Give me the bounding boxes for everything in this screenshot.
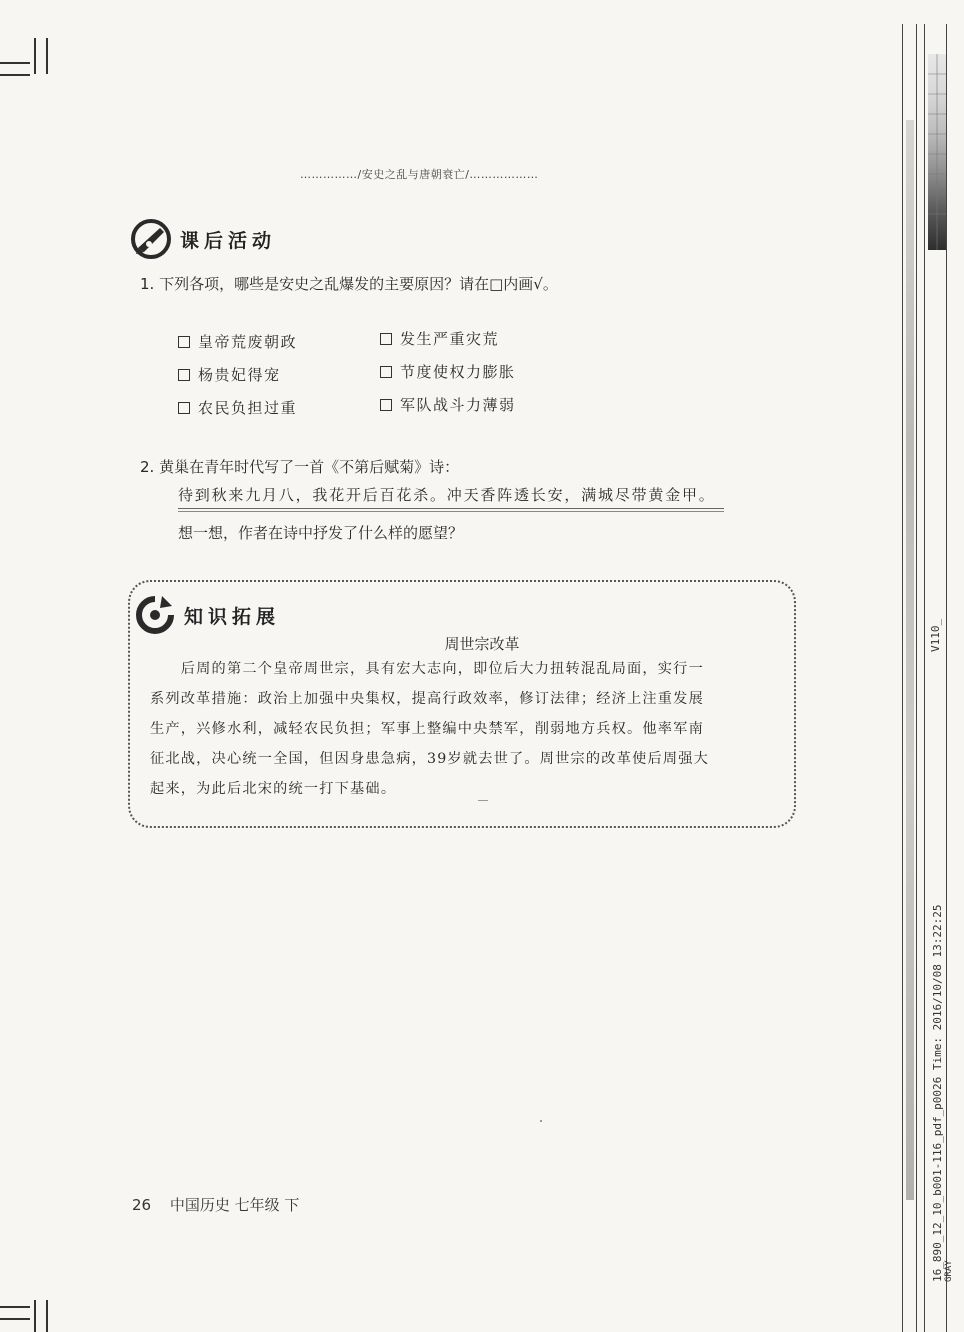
page-footer — [132, 1194, 299, 1215]
running-header: ……………/安史之乱与唐朝衰亡/……………… — [300, 168, 539, 181]
knowledge-subtitle: 周世宗改革 — [444, 635, 520, 653]
crop-mark-top-left-v2 — [46, 38, 48, 74]
knowledge-line: 后周的第二个皇帝周世宗，具有宏大志向，即位后大力扭转混乱局面，实行一 — [150, 661, 704, 677]
margin-gray-label: GRAY — [944, 1260, 954, 1282]
poem-underline — [178, 508, 724, 509]
knowledge-line: 系列改革措施：政治上加强中央集权，提高行政效率，修订法律；经济上注重发展 — [150, 691, 704, 707]
option-label: 农民负担过重 — [198, 399, 298, 417]
after-class-title: 课后活动 — [180, 229, 277, 252]
crop-mark-top-left-h2 — [0, 74, 30, 76]
knowledge-line: 征北战，决心统一全国，但因身患急病，39岁就去世了。周世宗的改革使后周强大 — [150, 751, 710, 767]
book-title: 中国历史 七年级 下 — [169, 1196, 300, 1214]
margin-file-info: 16_890_12_10_b001-116_pdf_p0026 Time: 2016/10/08 13:22:25 — [931, 904, 944, 1282]
option-5[interactable] — [178, 397, 297, 418]
checkbox[interactable] — [380, 366, 392, 378]
question-1-text: 1. 下列各项，哪些是安史之乱爆发的主要原因？请在□内画√。 — [140, 275, 558, 293]
option-4[interactable] — [380, 361, 516, 382]
option-3[interactable] — [178, 364, 281, 385]
margin-code: V110_ — [929, 618, 942, 652]
scan-speck — [478, 800, 488, 801]
margin-dark-band — [906, 120, 914, 1200]
option-2[interactable] — [380, 328, 499, 349]
option-1[interactable] — [178, 331, 297, 352]
checkbox[interactable] — [178, 336, 190, 348]
margin-rule-3 — [924, 24, 925, 1332]
crop-mark-top-left-h1 — [0, 62, 30, 64]
after-class-heading — [130, 218, 276, 260]
option-label: 杨贵妃得宠 — [198, 366, 281, 384]
question-2-prompt: 想一想，作者在诗中抒发了什么样的愿望？ — [178, 524, 464, 542]
page-number: 26 — [132, 1196, 152, 1214]
margin-rule-4 — [946, 24, 947, 1332]
crop-mark-bottom-left-h1 — [0, 1306, 30, 1308]
margin-rule-2 — [916, 24, 917, 1332]
poem-text: 待到秋来九月八，我花开后百花杀。冲天香阵透长安，满城尽带黄金甲。 — [178, 486, 716, 504]
option-label: 节度使权力膨胀 — [400, 363, 516, 381]
margin-rule-1 — [902, 24, 903, 1332]
crop-mark-bottom-left-v1 — [34, 1300, 36, 1332]
scan-speck — [540, 1120, 542, 1122]
knowledge-heading — [134, 594, 280, 636]
option-label: 皇帝荒废朝政 — [198, 333, 298, 351]
checkbox[interactable] — [380, 399, 392, 411]
knowledge-title: 知识拓展 — [184, 605, 281, 628]
crop-mark-bottom-left-v2 — [46, 1300, 48, 1332]
refresh-arrow-icon — [134, 594, 176, 636]
pencil-badge-icon — [130, 218, 172, 260]
crop-mark-bottom-left-h2 — [0, 1318, 30, 1320]
option-6[interactable] — [380, 394, 516, 415]
checkbox[interactable] — [380, 333, 392, 345]
poem-underline-double — [178, 511, 724, 512]
checkbox[interactable] — [178, 402, 190, 414]
option-label: 发生严重灾荒 — [400, 330, 500, 348]
question-2-text: 2. 黄巢在青年时代写了一首《不第后赋菊》诗： — [140, 458, 460, 476]
knowledge-line: 起来，为此后北宋的统一打下基础。 — [150, 781, 397, 797]
knowledge-body — [150, 654, 780, 804]
knowledge-line: 生产，兴修水利，减轻农民负担；军事上整编中央禁军，削弱地方兵权。他率军南 — [150, 721, 704, 737]
checkbox[interactable] — [178, 369, 190, 381]
crop-mark-top-left-v1 — [34, 38, 36, 74]
option-label: 军队战斗力薄弱 — [400, 396, 516, 414]
gray-scale-cells — [928, 54, 946, 250]
